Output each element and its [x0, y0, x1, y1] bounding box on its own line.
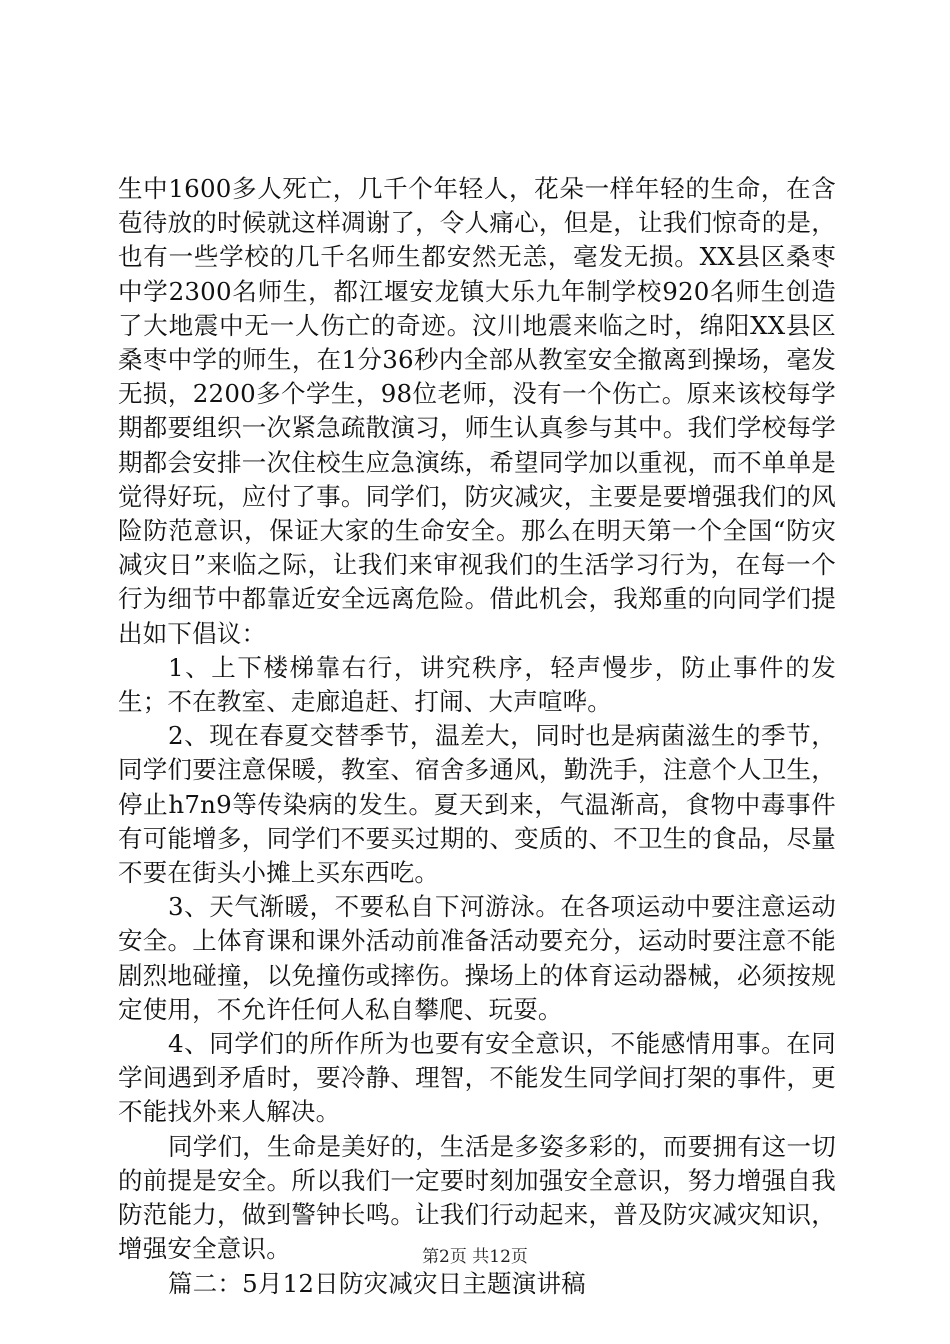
paragraph-intro: 生中1600多人死亡，几千个年轻人，花朵一样年轻的生命，在含苞待放的时候就这样凋谢了，令人痛心，但是，让我们惊奇的是，也有一些学校的几千名师生都安然无恙，毫发无损。XX县区桑枣中学2300名师生，都江堰安龙镇大乐九年制学校920名师生创造了大地震中无一人伤亡的奇迹。汶川地震来临之时，绵阳XX县区桑枣中学的师生，在1分36秒内全部从教室安全撤离到操场，毫发无损，2200多个学生，98位老师，没有一个伤亡。原来该校每学期都要组织一次紧急疏散演习，师生认真参与其中。我们学校每学期都会安排一次住校生应急演练，希望同学加以重视，而不单单是觉得好玩，应付了事。同学们，防灾减灾，主要是要增强我们的风险防范意识，保证大家的生命安全。那么在明天第一个全国“防灾减灾日”来临之际，让我们来审视我们的生活学习行为，在每一个行为细节中都靠近安全远离危险。借此机会，我郑重的向同学们提出如下倡议： [118, 174, 836, 648]
paragraph-proposal-1: 1、上下楼梯靠右行，讲究秩序，轻声慢步，防止事件的发生；不在教室、走廊追赶、打闹、大声喧哗。 [118, 652, 836, 717]
page-number-footer: 第2页 共12页 [422, 1247, 528, 1267]
paragraph-proposal-2: 2、现在春夏交替季节，温差大，同时也是病菌滋生的季节，同学们要注意保暖，教室、宿舍多通风，勤洗手，注意个人卫生，停止h7n9等传染病的发生。夏天到来，气温渐高，食物中毒事件有可能增多，同学们不要买过期的、变质的、不卫生的食品，尽量不要在街头小摊上买东西吃。 [118, 721, 836, 888]
paragraph-conclusion: 同学们，生命是美好的，生活是多姿多彩的，而要拥有这一切的前提是安全。所以我们一定要时刻加强安全意识，努力增强自我防范能力，做到警钟长鸣。让我们行动起来，普及防灾减灾知识，增强安全意识。 [118, 1131, 836, 1264]
paragraph-proposal-3: 3、天气渐暖，不要私自下河游泳。在各项运动中要注意运动安全。上体育课和课外活动前准备活动要充分，运动时要注意不能剧烈地碰撞，以免撞伤或摔伤。操场上的体育运动器械，必须按规定使用，不允许任何人私自攀爬、玩耍。 [118, 892, 836, 1024]
document-body [118, 172, 836, 1301]
paragraph-proposal-4: 4、同学们的所作所为也要有安全意识，不能感情用事。在同学间遇到矛盾时，要冷静、理智，不能发生同学间打架的事件，更不能找外来人解决。 [118, 1029, 836, 1127]
section-heading: 篇二：5月12日防灾减灾日主题演讲稿 [168, 1268, 586, 1298]
